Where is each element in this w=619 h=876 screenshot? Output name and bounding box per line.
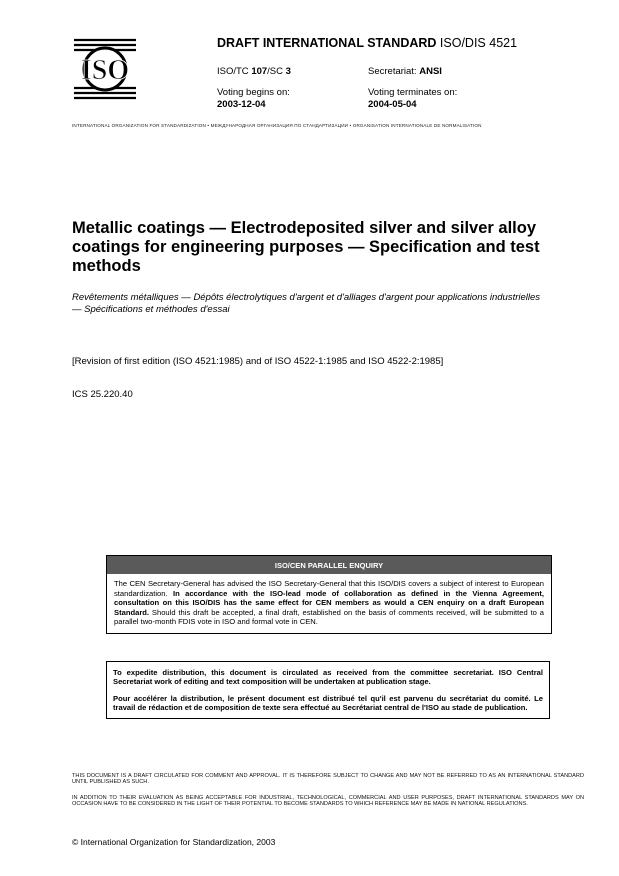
voting-begins-label: Voting begins on:	[217, 87, 290, 98]
organization-line: INTERNATIONAL ORGANIZATION FOR STANDARDIZATION • МЕЖДУНАРОДНАЯ ОРГАНИЗАЦИЯ ПО СТАНДАРТИЗАЦИИ • ORGANISATION INTERNATIONALE DE NORMALISATION	[72, 123, 482, 128]
voting-terminates-label: Voting terminates on:	[368, 87, 458, 98]
document-header	[217, 36, 517, 50]
voting-begins-date: 2003-12-04	[217, 99, 266, 110]
revision-note: [Revision of first edition (ISO 4521:1985) and of ISO 4522-1:1985 and ISO 4522-2:1985]	[72, 356, 444, 367]
expedite-text-french: Pour accélérer la distribution, le présent document est distribué tel qu'il est parvenu du secrétariat du comité. Le travail de rédaction et de composition de texte sera effectué au Secrétariat central de l'ISO au stade de publication.	[113, 693, 543, 713]
voting-terminates-date: 2004-05-04	[368, 99, 417, 110]
parallel-enquiry-heading: ISO/CEN PARALLEL ENQUIRY	[107, 556, 551, 574]
regulation-disclaimer: IN ADDITION TO THEIR EVALUATION AS BEING ACCEPTABLE FOR INDUSTRIAL, TECHNOLOGICAL, COMMERCIAL AND USER PURPOSES, DRAFT INTERNATIONAL STANDARDS MAY ON OCCASION HAVE TO BE CONSIDERED IN THE LIGHT OF THEIR POTENTIAL TO BECOME STANDARDS TO WHICH REFERENCE MAY BE MADE IN NATIONAL REGULATIONS.	[72, 795, 584, 808]
draft-disclaimer: THIS DOCUMENT IS A DRAFT CIRCULATED FOR COMMENT AND APPROVAL. IT IS THEREFORE SUBJECT TO CHANGE AND MAY NOT BE REFERRED TO AS AN INTERNATIONAL STANDARD UNTIL PUBLISHED AS SUCH.	[72, 773, 584, 786]
expedite-distribution-box	[106, 661, 550, 719]
parallel-enquiry-box	[106, 555, 552, 634]
doc-type: DRAFT INTERNATIONAL STANDARD	[217, 36, 437, 50]
voting-begins	[217, 87, 290, 111]
parallel-enquiry-text: The CEN Secretary-General has advised the ISO Secretary-General that this ISO/DIS covers a subject of interest to European standardization. In accordance with the ISO-lead mode of collaboration as defined in the Vienna Agreement, consultation on this ISO/DIS has the same effect for CEN members as would a CEN enquiry on a draft European Standard. Should this draft be accepted, a final draft, established on the basis of comments received, will be submitted to a parallel two-month FDIS vote in ISO and formal vote in CEN.	[114, 579, 544, 627]
expedite-text-english: To expedite distribution, this document is circulated as received from the committee secretariat. ISO Central Secretariat work of editing and text composition will be undertaken at publication stage.	[113, 668, 543, 687]
voting-terminates	[368, 87, 457, 111]
iso-logo-icon	[72, 36, 138, 102]
secretariat: Secretariat: ANSI	[368, 66, 442, 77]
copyright-notice: © International Organization for Standardization, 2003	[72, 837, 276, 847]
document-subtitle-french: Revêtements métalliques — Dépôts électrolytiques d'argent et d'alliages d'argent pour applications industrielles — Spécifications et méthodes d'essai	[72, 292, 541, 315]
committee: ISO/TC 107/SC 3	[217, 66, 291, 77]
document-title: Metallic coatings — Electrodeposited silver and silver alloy coatings for engineering purposes — Specification and test methods	[72, 219, 540, 275]
ics-code: ICS 25.220.40	[72, 389, 133, 400]
svg-text:ISO: ISO	[80, 55, 130, 86]
iso-logo	[72, 36, 138, 102]
doc-number: ISO/DIS 4521	[439, 36, 518, 50]
